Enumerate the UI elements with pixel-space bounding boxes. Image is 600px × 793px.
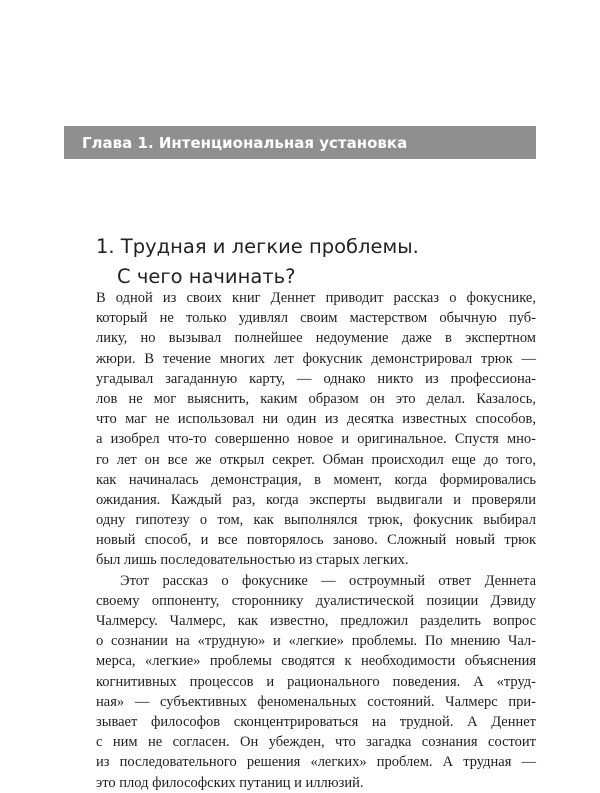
text-line: который не только удивлял своим мастерством обычную пуб-: [96, 310, 536, 327]
text-line: лику, но вызывал полнейшее недоумение даже в экспертном: [96, 330, 536, 347]
text-line: Этот рассказ о фокуснике — остроумный ответ Деннета: [120, 572, 536, 589]
text-line: что маг не использовал ни один из десятка известных способов,: [96, 411, 536, 428]
text-line: а изобрел что-то совершенно новое и оригинальное. Спустя мно-: [96, 431, 536, 448]
text-line: из последовательного решения «легких» проблем. А трудная —: [96, 754, 536, 771]
text-line: зывает философов сконцентрироваться на трудной. А Деннет: [96, 713, 536, 730]
text-line: ожидания. Каждый раз, когда эксперты выдвигали и проверяли: [96, 491, 536, 508]
text-line: когнитивных процессов и рационального поведения. А «труд-: [96, 673, 536, 690]
text-line: мерса, «легкие» проблемы сводятся к необходимости объяснения: [96, 653, 536, 670]
section-heading-line: С чего начинать?: [117, 265, 296, 288]
chapter-title: Глава 1. Интенциональная установка: [82, 133, 408, 152]
text-line: ная» — субъективных феноменальных состояний. Чалмерс при-: [96, 693, 536, 710]
text-line: своему оппоненту, стороннику дуалистической позиции Дэвиду: [96, 592, 536, 609]
text-line: с ним не согласен. Он убежден, что загадка сознания состоит: [96, 734, 536, 751]
text-line: го лет он все же открыл секрет. Обман происходил еще до того,: [96, 451, 536, 468]
text-line: новый способ, и все повторялось заново. Сложный новый трюк: [96, 532, 536, 549]
text-line: о сознании на «трудную» и «легкие» проблемы. По мнению Чал-: [96, 633, 536, 650]
paragraph: [96, 571, 536, 793]
text-line: Чалмерсу. Чалмерс, как известно, предложил разделить вопрос: [96, 613, 536, 629]
section-heading: [96, 232, 536, 292]
body-text: [96, 288, 536, 793]
section-heading-line: 1. Трудная и легкие проблемы.: [96, 235, 419, 258]
paragraph: [96, 288, 536, 571]
text-line: это плод философских путаниц и иллюзий.: [96, 774, 364, 791]
text-line: жюри. В течение многих лет фокусник демонстрировал трюк —: [96, 350, 536, 367]
chapter-header-bar: [64, 126, 536, 159]
text-line: лов не мог выяснить, каким образом он это делал. Казалось,: [96, 390, 536, 407]
text-line: был лишь последовательностью из старых легких.: [96, 552, 409, 569]
text-line: В одной из своих книг Деннет приводит рассказ о фокуснике,: [96, 290, 536, 306]
text-line: одну гипотезу о том, как выполнялся трюк, фокусник выбирал: [96, 512, 536, 529]
text-line: угадывал загаданную карту, — однако никто из профессиона-: [96, 370, 536, 387]
text-line: как начиналась демонстрация, в момент, когда формировались: [96, 471, 536, 488]
